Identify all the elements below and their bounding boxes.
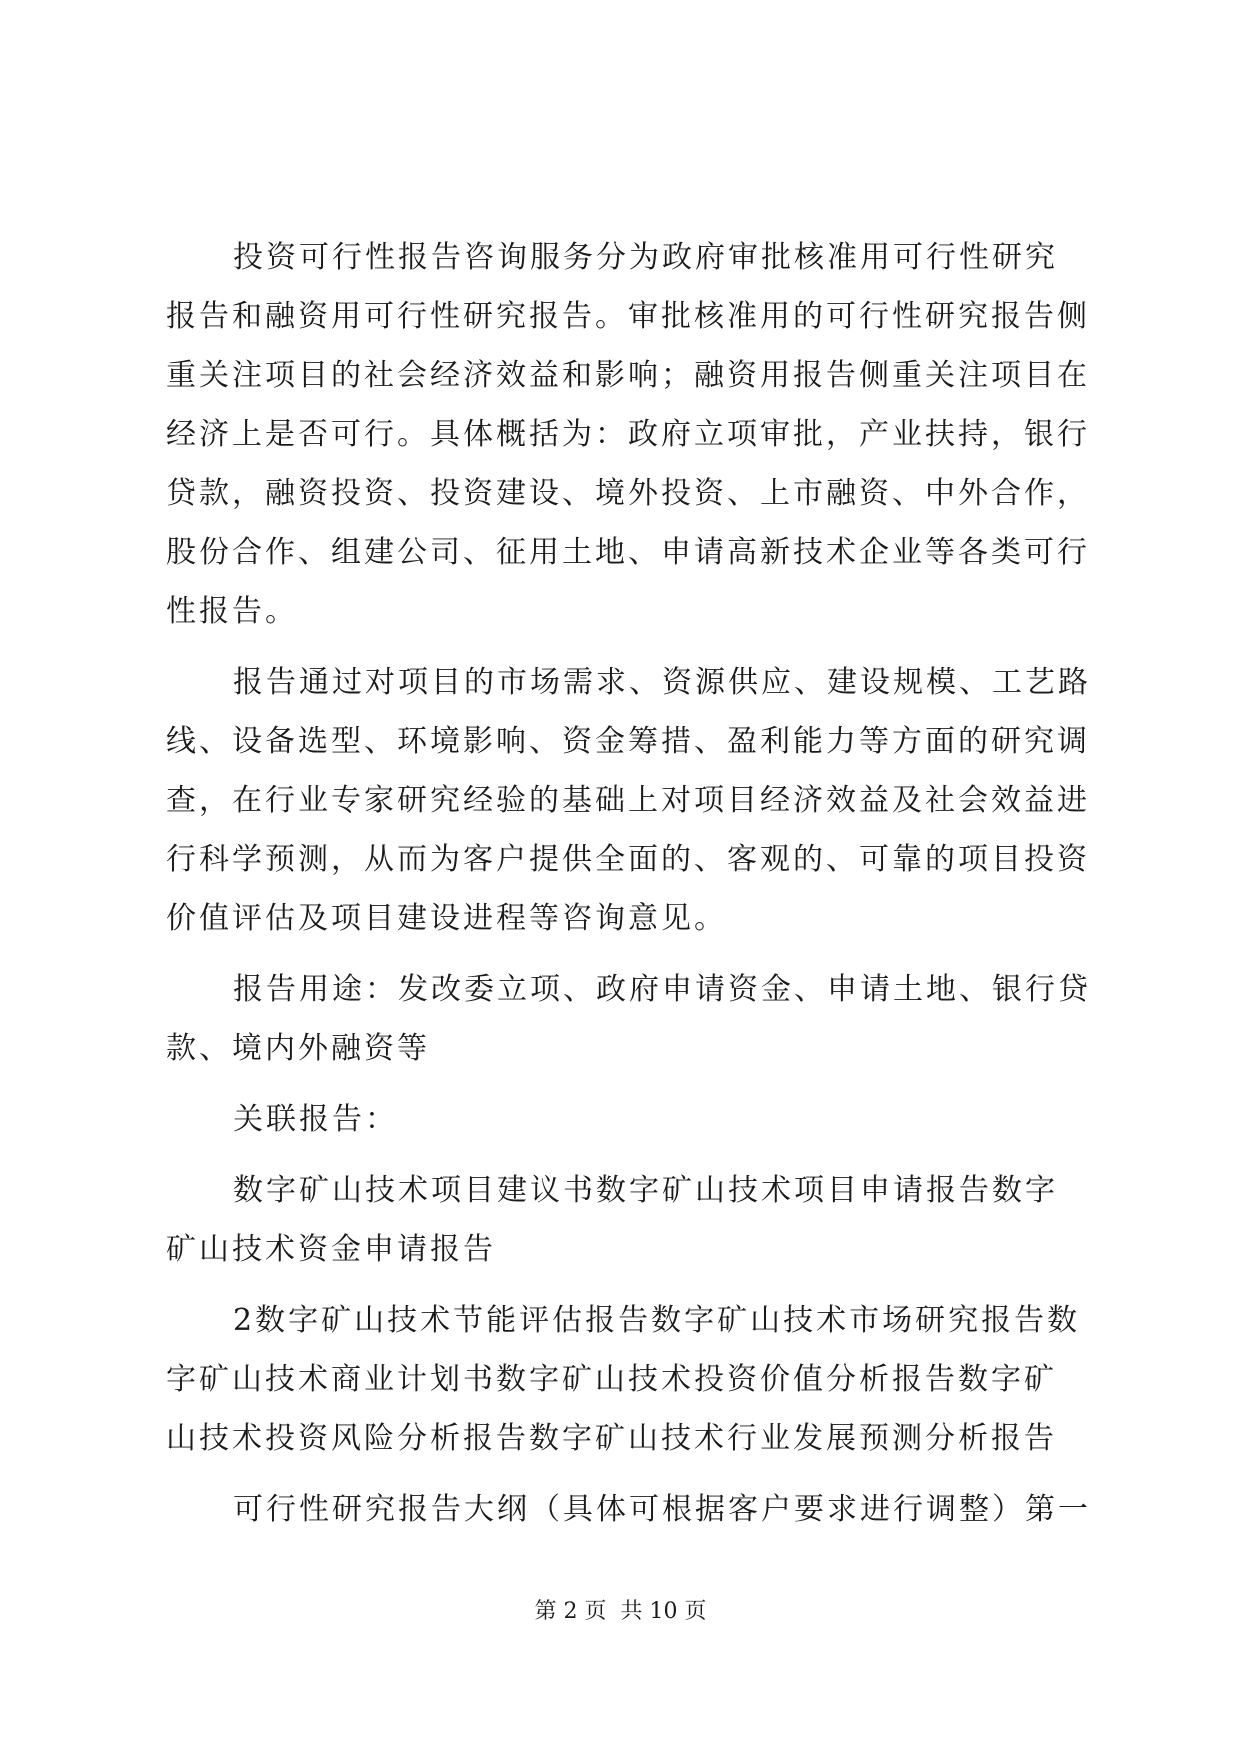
paragraph-2-line-4: 行科学预测，从而为客户提供全面的、客观的、可靠的项目投资 xyxy=(166,842,1090,877)
paragraph-6-line-1: 2数字矿山技术节能评估报告数字矿山技术市场研究报告数 xyxy=(233,1303,1081,1338)
page-total: 共 10 页 xyxy=(620,1599,707,1624)
paragraph-1-line-1: 投资可行性报告咨询服务分为政府审批核准用可行性研究 xyxy=(233,240,1058,275)
paragraph-5-line-1: 数字矿山技术项目建议书数字矿山技术项目申请报告数字 xyxy=(233,1173,1058,1208)
paragraph-3-line-2: 款、境内外融资等 xyxy=(166,1031,430,1066)
paragraph-1-line-6: 股份合作、组建公司、征用土地、申请高新技术企业等各类可行 xyxy=(166,535,1090,570)
paragraph-2-line-1: 报告通过对项目的市场需求、资源供应、建设规模、工艺路 xyxy=(233,665,1091,700)
paragraph-2-line-5: 价值评估及项目建设进程等咨询意见。 xyxy=(166,901,727,936)
paragraph-7-line-1: 可行性研究报告大纲（具体可根据客户要求进行调整）第一 xyxy=(233,1492,1091,1527)
page-number: 第 2 页 xyxy=(534,1599,607,1624)
paragraph-1-line-4: 经济上是否可行。具体概括为：政府立项审批，产业扶持，银行 xyxy=(166,417,1090,452)
paragraph-5-line-2: 矿山技术资金申请报告 xyxy=(166,1232,496,1267)
paragraph-2-line-3: 查，在行业专家研究经验的基础上对项目经济效益及社会效益进 xyxy=(166,783,1090,818)
paragraph-1-line-2: 报告和融资用可行性研究报告。审批核准用的可行性研究报告侧 xyxy=(166,299,1090,334)
paragraph-6-line-3: 山技术投资风险分析报告数字矿山技术行业发展预测分析报告 xyxy=(166,1421,1057,1456)
paragraph-1-line-5: 贷款，融资投资、投资建设、境外投资、上市融资、中外合作， xyxy=(166,476,1090,511)
paragraph-6-line-2: 字矿山技术商业计划书数字矿山技术投资价值分析报告数字矿 xyxy=(166,1362,1057,1397)
paragraph-2-line-2: 线、设备选型、环境影响、资金筹措、盈利能力等方面的研究调 xyxy=(166,724,1090,759)
related-reports-heading: 关联报告： xyxy=(233,1102,398,1137)
page-footer xyxy=(0,1598,1241,1626)
paragraph-1-line-3: 重关注项目的社会经济效益和影响；融资用报告侧重关注项目在 xyxy=(166,358,1090,393)
paragraph-3-line-1: 报告用途：发改委立项、政府申请资金、申请土地、银行贷 xyxy=(233,972,1091,1007)
paragraph-1-line-7: 性报告。 xyxy=(166,594,298,629)
